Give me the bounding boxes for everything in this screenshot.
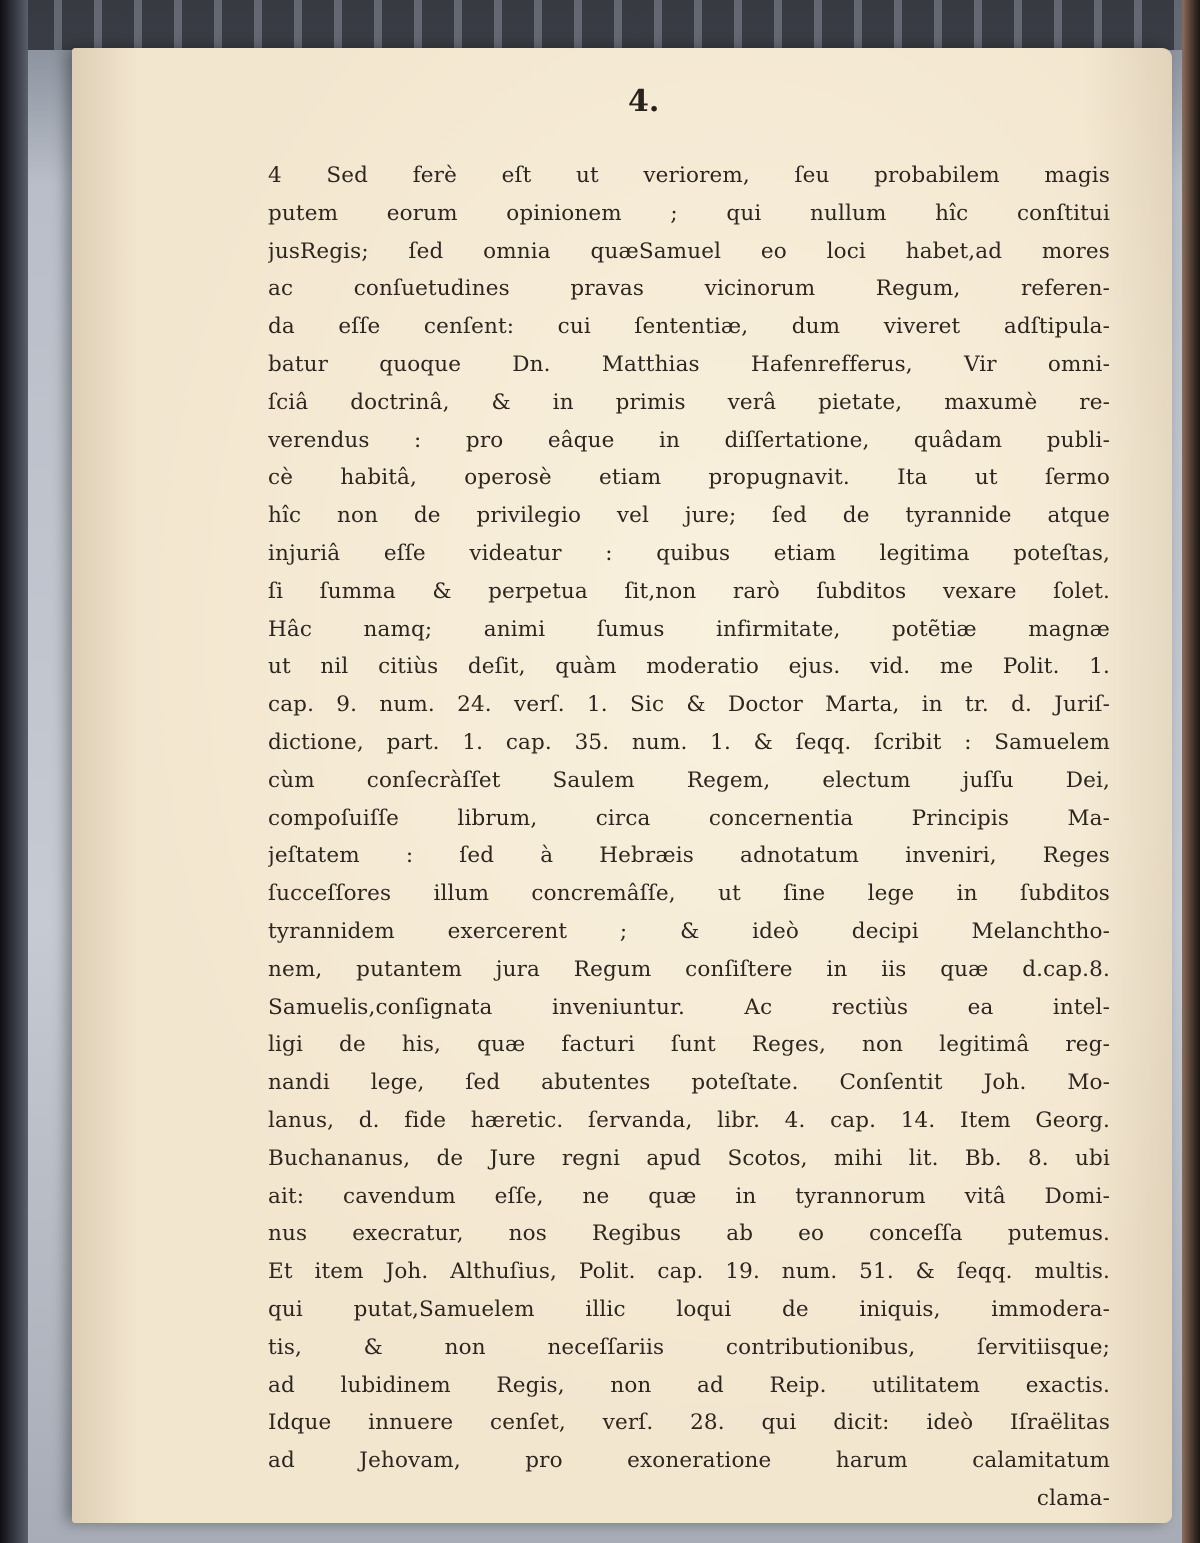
text-line: ut nil citiùs deſit, quàm moderatio ejus. vid. me Polit. 1.: [268, 654, 1110, 680]
text-line: tyrannidem exercerent ; & ideò decipi Melanchtho-: [268, 918, 1110, 944]
text-line: Hâc namq; animi ſumus infirmitate, potẽtiæ magnæ: [268, 616, 1110, 642]
text-line: Et item Joh. Althuſius, Polit. cap. 19. num. 51. & ſeqq. multis.: [268, 1259, 1110, 1285]
text-line: compoſuiſſe librum, circa concernentia Principis Ma-: [268, 805, 1110, 831]
text-line: ligi de his, quæ facturi ſunt Reges, non legitimâ reg-: [268, 1032, 1110, 1058]
text-line: ad Jehovam, pro exoneratione harum calamitatum: [268, 1448, 1110, 1474]
text-line: Samuelis,conſignata inveniuntur. Ac rectiùs ea intel-: [268, 994, 1110, 1020]
text-line: tis, & non neceſſariis contributionibus, ſervitiisque;: [268, 1334, 1110, 1360]
text-line: lanus, d. fide hæretic. ſervanda, libr. 4. cap. 14. Item Georg.: [268, 1107, 1110, 1133]
text-line: da eſſe cenſent: cui ſententiæ, dum viveret adſtipula-: [268, 314, 1110, 340]
text-line: Buchananus, de Jure regni apud Scotos, mihi lit. Bb. 8. ubi: [268, 1145, 1110, 1171]
page-number: 4.: [628, 84, 660, 119]
text-line: ſucceſſores illum concremâſſe, ut ſine lege in ſubditos: [268, 881, 1110, 907]
text-line: verendus : pro eâque in diſſertatione, quâdam publi-: [268, 427, 1110, 453]
text-line: jusRegis; ſed omnia quæSamuel eo loci habet,ad mores: [268, 238, 1110, 264]
text-line: nandi lege, ſed abutentes poteſtate. Conſentit Joh. Mo-: [268, 1070, 1110, 1096]
text-line: 4 Sed ferè eſt ut veriorem, ſeu probabilem magis: [268, 163, 1110, 188]
text-line: batur quoque Dn. Matthias Hafenrefferus, Vir omni-: [268, 351, 1110, 377]
text-line: jeſtatem : ſed à Hebræis adnotatum inveniri, Reges: [268, 843, 1110, 869]
body-text: [268, 157, 1110, 1518]
text-line: hîc non de privilegio vel jure; ſed de tyrannide atque: [268, 503, 1110, 529]
binding-top-edge: [0, 0, 1200, 50]
text-line: ait: cavendum eſſe, ne quæ in tyrannorum vitâ Domi-: [268, 1183, 1110, 1209]
text-line: cap. 9. num. 24. verſ. 1. Sic & Doctor Marta, in tr. d. Juriſ-: [268, 692, 1110, 718]
binding-left-edge: [0, 0, 28, 1543]
binding-right-edge: [1182, 0, 1200, 1543]
text-line: dictione, part. 1. cap. 35. num. 1. & ſeqq. ſcribit : Samuelem: [268, 729, 1110, 755]
text-line: putem eorum opinionem ; qui nullum hîc conſtitui: [268, 200, 1110, 226]
text-line: cùm conſecràſſet Saulem Regem, electum juſſu Dei,: [268, 767, 1110, 793]
text-line: ſciâ doctrinâ, & in primis verâ pietate, maxumè re-: [268, 389, 1110, 415]
text-line: cè habitâ, operosè etiam propugnavit. Ita ut ſermo: [268, 465, 1110, 491]
catchword: clama-: [1036, 1485, 1110, 1511]
text-line: ac conſuetudines pravas vicinorum Regum, referen-: [268, 276, 1110, 302]
text-line: qui putat,Samuelem illic loqui de iniquis, immodera-: [268, 1296, 1110, 1322]
text-line: nem, putantem jura Regum conſiſtere in iis quæ d.cap.8.: [268, 956, 1110, 982]
text-line: ſi ſumma & perpetua ſit,non rarò ſubditos vexare ſolet.: [268, 578, 1110, 604]
text-line: Idque innuere cenſet, verſ. 28. qui dicit: ideò Iſraëlitas: [268, 1410, 1110, 1436]
text-line: nus execratur, nos Regibus ab eo conceſſa putemus.: [268, 1221, 1110, 1247]
text-line: injuriâ eſſe videatur : quibus etiam legitima poteſtas,: [268, 540, 1110, 566]
text-line: ad lubidinem Regis, non ad Reip. utilitatem exactis.: [268, 1372, 1110, 1398]
